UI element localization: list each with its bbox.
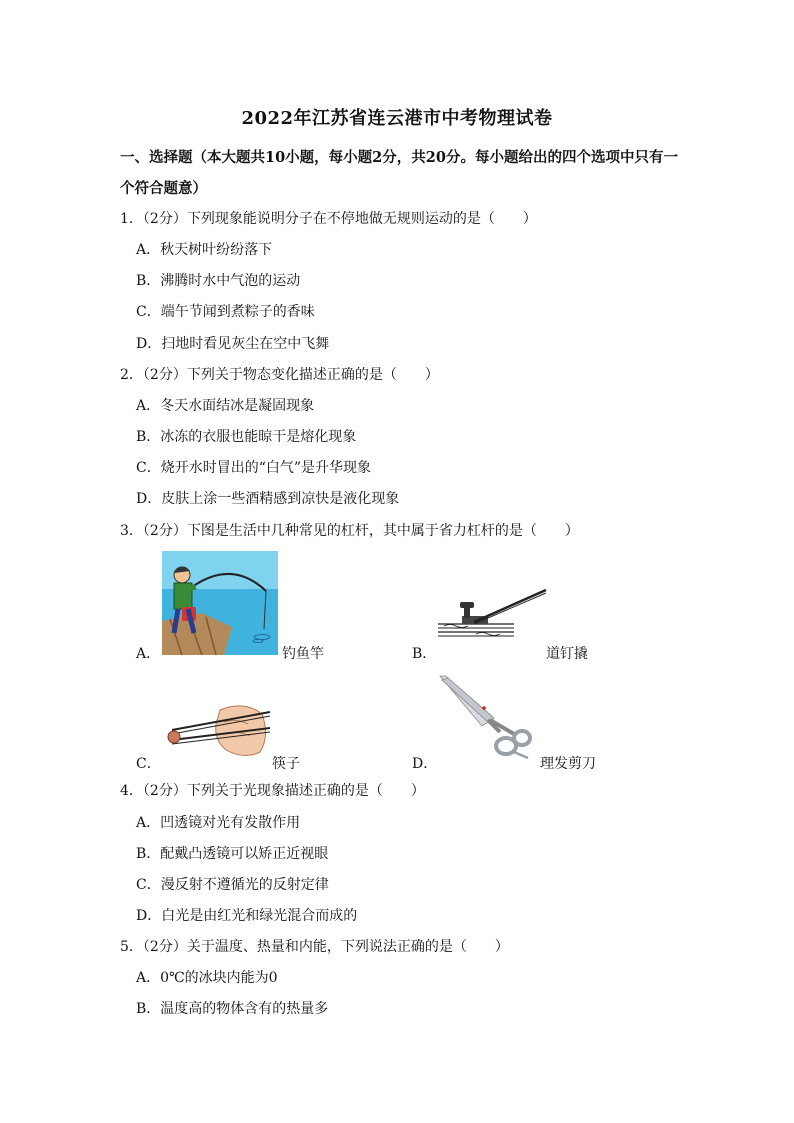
chopsticks-icon (164, 700, 270, 760)
section-heading-line2: 个符合题意） (120, 180, 207, 197)
fishing-rod-picture (162, 551, 278, 655)
question-4-option-a: A．凹透镜对光有发散作用 (136, 815, 301, 831)
nail-crowbar-icon (436, 588, 548, 640)
question-3-option-a-letter: A． (136, 646, 161, 662)
question-3-option-b-letter: B． (412, 646, 437, 662)
question-1-option-a: A．秋天树叶纷纷落下 (136, 242, 273, 258)
question-3-option-c-caption: 筷子 (272, 756, 300, 772)
question-3-option-b-caption: 道钉撬 (546, 646, 588, 662)
fishing-rod-icon (162, 551, 278, 655)
question-3-option-a-caption: 钓鱼竿 (282, 646, 324, 662)
question-4-option-c: C．漫反射不遵循光的反射定律 (136, 877, 329, 893)
question-1-option-b: B．沸腾时水中气泡的运动 (136, 273, 301, 289)
page-title: 2022年江苏省连云港市中考物理试卷 (241, 108, 553, 129)
question-5-stem: 5．（2分）关于温度、热量和内能，下列说法正确的是（ ） (120, 939, 509, 955)
question-2-option-c: C．烧开水时冒出的“白气”是升华现象 (136, 460, 372, 476)
question-4-stem: 4．（2分）下列关于光现象描述正确的是（ ） (120, 783, 425, 799)
question-1-option-c: C．端午节闻到煮粽子的香味 (136, 304, 315, 320)
question-5-option-b: B．温度高的物体含有的热量多 (136, 1001, 329, 1017)
chopsticks-picture (164, 700, 270, 760)
question-3-stem: 3．（2分）下图是生活中几种常见的杠杆，其中属于省力杠杆的是（ ） (120, 523, 579, 539)
question-1-stem: 1．（2分）下列现象能说明分子在不停地做无规则运动的是（ ） (120, 211, 537, 227)
question-5-option-a: A．0℃的冰块内能为0 (136, 970, 278, 986)
question-3-option-d-caption: 理发剪刀 (540, 756, 596, 772)
question-4-option-d: D．白光是由红光和绿光混合而成的 (136, 908, 358, 924)
question-1-option-d: D．扫地时看见灰尘在空中飞舞 (136, 336, 330, 352)
question-2-option-b: B．冰冻的衣服也能晾干是熔化现象 (136, 429, 357, 445)
nail-crowbar-picture (436, 588, 548, 640)
question-3-option-d-letter: D． (412, 756, 438, 772)
hair-scissors-picture (438, 674, 538, 762)
hair-scissors-icon (438, 674, 538, 762)
question-2-stem: 2．（2分）下列关于物态变化描述正确的是（ ） (120, 367, 439, 383)
question-2-option-a: A．冬天水面结冰是凝固现象 (136, 398, 315, 414)
section-heading-line1: 一、选择题（本大题共10小题，每小题2分，共20分。每小题给出的四个选项中只有一 (120, 149, 678, 166)
question-3-option-c-letter: C． (136, 756, 161, 772)
question-2-option-d: D．皮肤上涂一些酒精感到凉快是液化现象 (136, 491, 400, 507)
question-4-option-b: B．配戴凸透镜可以矫正近视眼 (136, 846, 329, 862)
